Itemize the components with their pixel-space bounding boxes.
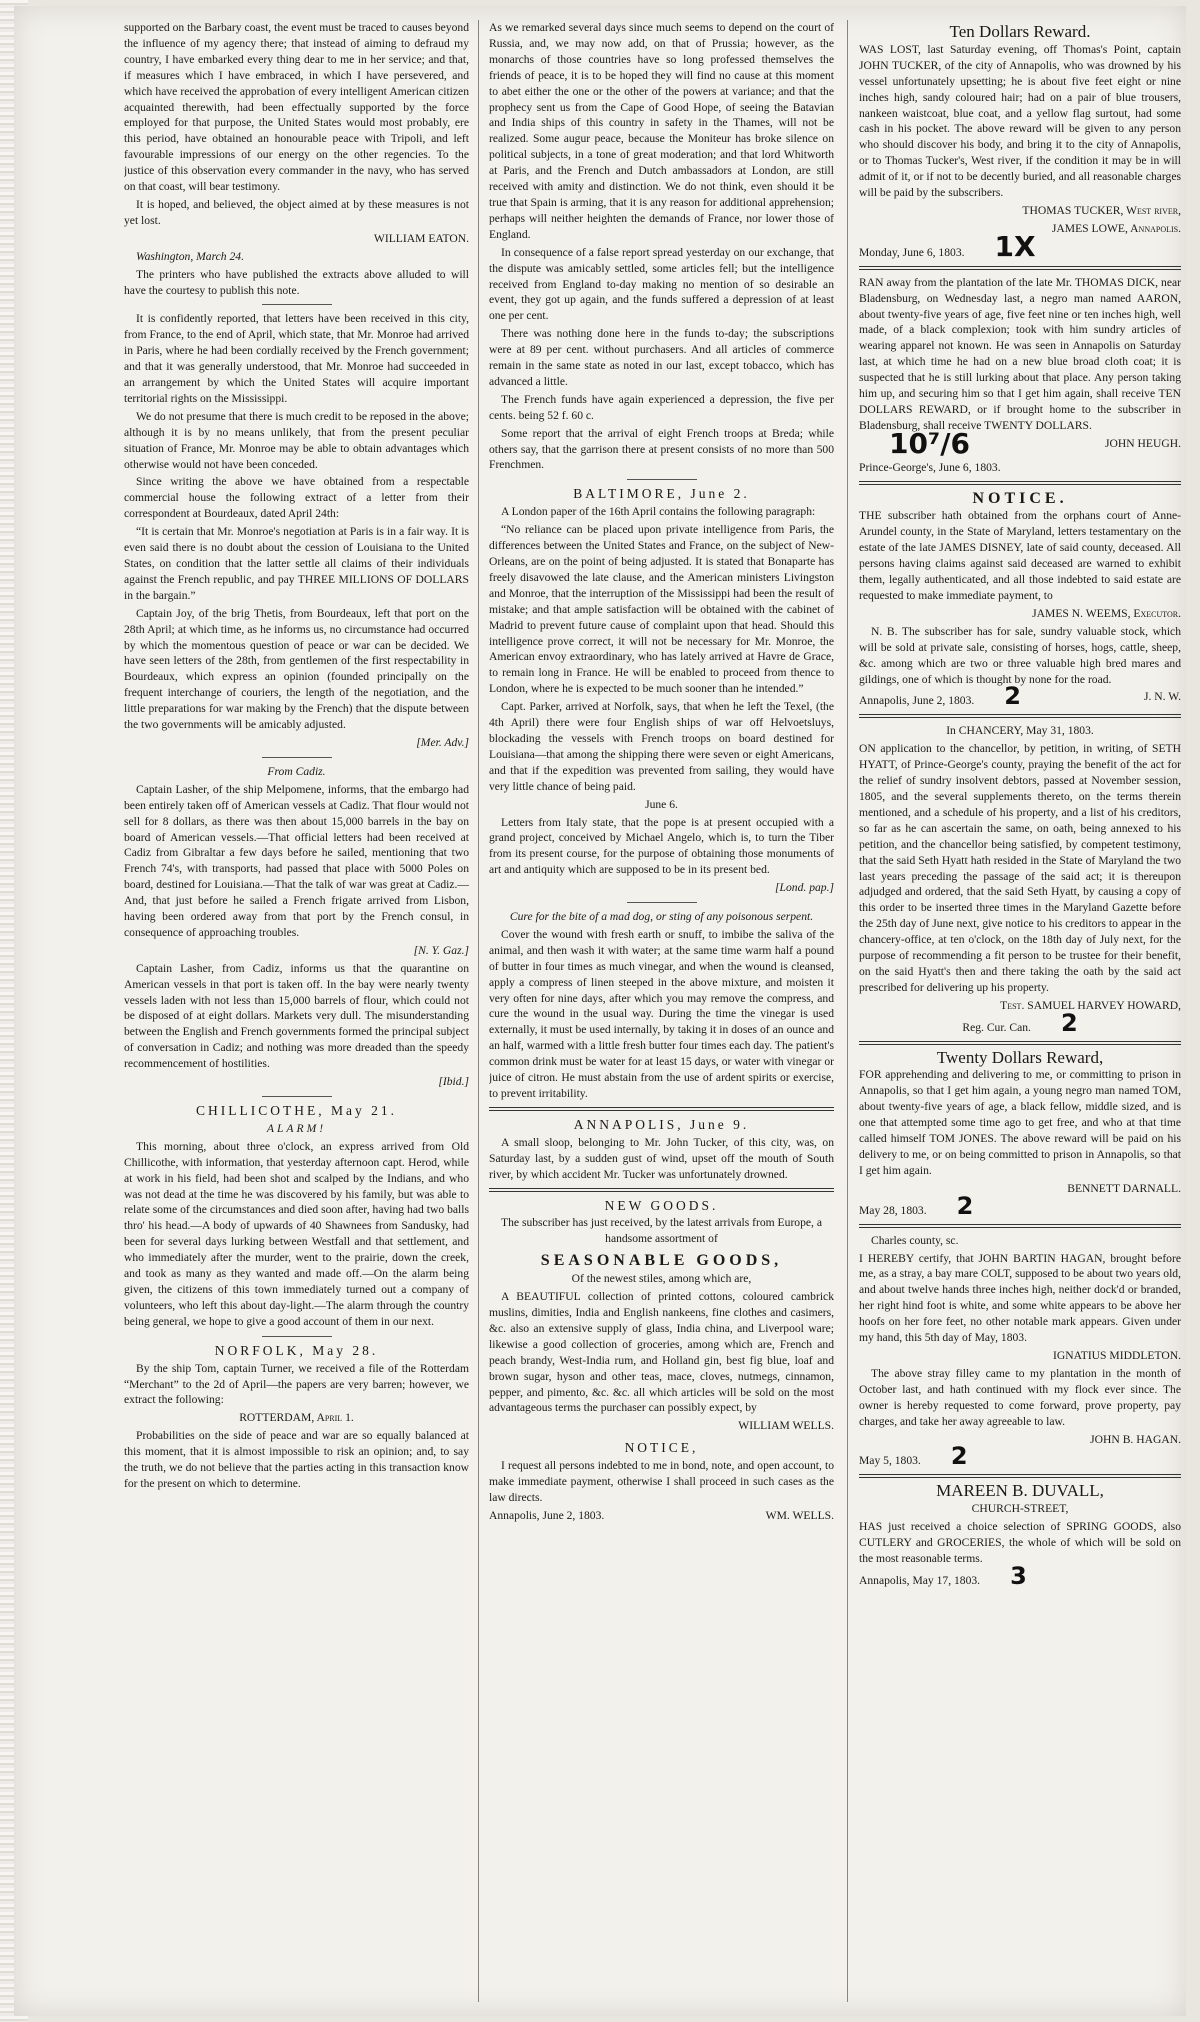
ad-ten-dollars-body: WAS LOST, last Saturday evening, off Thomas's Point, captain JOHN TUCKER, of the city of Annapolis, who was drowned by his vessel unfortunately upsetting; he is about five feet eight or nine inches high, sandy coloured hair; had on a pair of blue trousers, nankeen waistcoat, blue coat, and a yellow flag surtout, had some cash in his pocket. The above reward will be given to any person who should discover his body, and bring it to the city of Annapolis, or to Thomas Tucker's, West river, if the condition it may be in will admit of it, or if not to be decently buried, and all reasonable charges will be paid by the subscribers. — [859, 42, 1181, 200]
eaton-letter-hope: It is hoped, and believed, the object aimed at by these measures is not yet lost. — [124, 197, 469, 227]
signature-howard-title: Reg. Cur. Can. — [962, 1020, 1031, 1034]
article-cure: Cover the wound with fresh earth or snuff, to imbibe the saliva of the animal, and then wash it with water; at the same time warm half a pound of butter in four times as much vinegar, and when the wound is cleansed, apply a compress of linen steeped in the above mixture, and moisten it very often for nine days, after which you may remove the compress, and cure the wound in the usual way. During the time the vinegar is used externally, it must be used internally, by taking it in doses of an ounce and an half, warmed with a little fresh butter four times each day. The patient's common drink must be water for at least 15 days, or water with vinegar or juice of citron. He must abstain from the use of ardent spirits or exercise, to prevent irritability. — [489, 927, 834, 1100]
article-lasher-2: Captain Lasher, from Cadiz, informs us that the quarantine on American vessels in that port is taken off. In the bay were nearly twenty vessels laden with not less than 15,000 barrels of flour, which could not be disposed of at eight dollars. Markets very dull. The misunderstanding between the English and French governments formed the principal subject of conversation in Cadiz; and nothing was more dreaded than the speedy recommencement of hostilities. — [124, 961, 469, 1071]
article-london-paper: A London paper of the 16th April contains the following paragraph: — [501, 505, 816, 519]
source-ibid: [Ibid.] — [438, 1075, 469, 1089]
column-rule — [847, 20, 848, 2002]
ad-duvall-street: CHURCH-STREET, — [971, 1502, 1069, 1516]
chancery-body: ON application to the chancellor, by petition, in writing, of SETH HYATT, of Prince-George's county, praying the benefit of the act for the relief of sundry insolvent debtors, passed at November session, 1805, and the several supplements thereto, on the terms therein mentioned, and a schedule of his property, and a list of his creditors, so far as he can ascertain the same, on oath, being annexed to his petition, and the chancellor being satisfied, by competent testimony, that the said Seth Hyatt hath resided in the State of Maryland the two last years preceding the passage of the said act; it is thereupon adjudged and ordered, that the said Seth Hyatt, by causing a copy of this order to be inserted three times in the Maryland Gazette before the 25th day of June next, give notice to his creditors to appear in the chancery-office, at ten o'clock, on the 18th day of July next, for the purpose of recommending a fit person to be trustee for their benefit, on the said Hyatt's then and there taking the oath by the said act prescribed for delivering up his property. — [859, 742, 1181, 994]
divider-double — [489, 1107, 834, 1111]
article-quote: “It is certain that Mr. Monroe's negotiation at Paris is in a fair way. It is even said there is no doubt about the cession of Louisiana to the United States, on condition that the latter settle all claims of their individuals against the French republic, and pay THREE MILLIONS OF DOLLARS in the bargain.” — [124, 525, 469, 602]
divider-double — [859, 481, 1181, 485]
notice-signature: WM. WELLS. — [765, 1508, 834, 1522]
heading-chillicothe: CHILLICOTHE, May 21. — [196, 1103, 397, 1118]
column-1 — [124, 20, 469, 2002]
article-italy: Letters from Italy state, that the pope is at present occupied with a grand project, conceived by Michael Angelo, which is, to turn the Tiber from its present course, for the purpose of obtaining those monuments of art and antiquity which are supposed to be in its present bed. — [489, 815, 834, 877]
heading-from-cadiz: From Cadiz. — [267, 764, 326, 778]
article-false-report: In consequence of a false report spread yesterday on our exchange, that the dispute was amicably settled, some articles fell; but the intelligence received from England to-day making no mention of so desirable an event, they got up again, and the funds suffered a depression of at least one per cent. — [489, 245, 834, 323]
signature-howard: Test. SAMUEL HARVEY HOWARD, — [1000, 998, 1181, 1012]
divider — [262, 757, 332, 758]
heading-rotterdam: ROTTERDAM, April 1. — [239, 1411, 354, 1425]
heading-baltimore: BALTIMORE, June 2. — [573, 486, 750, 502]
goods-newest: Of the newest stiles, among which are, — [571, 1272, 752, 1286]
divider — [262, 304, 332, 305]
printers-note: The printers who have published the extracts above alluded to will have the courtesy to publish this note. — [124, 267, 469, 297]
source-mer-adv: [Mer. Adv.] — [416, 735, 469, 749]
article-monroe: It is confidently reported, that letters have been received in this city, from France, to the end of April, which state, that Mr. Monroe had arrived in Paris, where he had been cordially received by the French government; and that it was generally understood, that Mr. Monroe had succeeded in an arrangement by which the United States will acquire important territorial rights on the Mississippi. — [124, 312, 469, 405]
notice-weems-date: Annapolis, June 2, 1803. — [859, 694, 975, 708]
heading-new-goods: NEW GOODS. — [604, 1197, 719, 1213]
article-sloop: A small sloop, belonging to Mr. John Tucker, of this city, was, on Saturday last, by a sudden gust of wind, upset off the mouth of South river, by which accident Mr. Tucker was unfortunately drowned. — [489, 1135, 834, 1181]
handwritten-mark: 2 — [956, 1191, 974, 1220]
source-ny-gaz: [N. Y. Gaz.] — [413, 943, 469, 957]
goods-intro: The subscriber has just received, by the latest arrivals from Europe, a handsome assortment of — [501, 1216, 822, 1246]
article-funds: There was nothing done here in the funds to-day; the subscriptions were at 89 per cent. without purchasers. And all articles of commerce remain in the same state as noted in our last, except tobacco, which has advanced a little. — [489, 327, 834, 388]
article-since: Since writing the above we have obtained from a respectable commercial house the following extract of a letter from their correspondent at Bourdeaux, dated April 24th: — [124, 475, 469, 521]
stray-certificate: I HEREBY certify, that JOHN BARTIN HAGAN, brought before me, as a stray, a bay mare COLT, supposed to be about two years old, and about twelve hands three inches high, neither dock'd or branded, her right hind foot is white, and some white appears to be above her hoofs on her fore feet, no other notable mark appears. Given under my hand, this 5th day of May, 1803. — [859, 1251, 1181, 1345]
divider — [262, 1336, 332, 1337]
handwritten-mark: 2 — [1060, 1008, 1078, 1037]
dateline-washington: Washington, March 24. — [136, 249, 244, 263]
handwritten-mark: 2 — [950, 1442, 968, 1471]
column-rule — [478, 20, 479, 2002]
divider-double — [859, 266, 1181, 270]
ad-ten-dollars-title: Ten Dollars Reward. — [949, 22, 1091, 41]
signature-hagan: JOHN B. HAGAN. — [1090, 1432, 1181, 1446]
article-presume: We do not presume that there is much credit to be reposed in the above; although it is by no means unlikely, that from the present peculiar situation of France, Mr. Monroe may be able to obtain advantages which otherwise would not have been conceded. — [124, 409, 469, 471]
divider — [627, 902, 697, 903]
heading-alarm: ALARM! — [266, 1121, 327, 1135]
heading-seasonable-goods: SEASONABLE GOODS, — [540, 1252, 783, 1270]
ad-duvall-title: MAREEN B. DUVALL, — [936, 1481, 1104, 1501]
signature-tucker: THOMAS TUCKER, West river, — [1022, 203, 1181, 217]
ad-runaway-body: RAN away from the plantation of the late Mr. THOMAS DICK, near Bladensburg, on Wednesday last, a negro man named AARON, about twenty-five years of age, five feet nine or ten inches high, well made, of a black complexion; took with him sundry articles of wearing apparel not known. He was seen in Annapolis on Saturday last, at which time he had on a new blue broad cloth coat; it is suspected that he is still lurking about that place. Any person taking him up, and securing him so that I get him again, shall receive TEN DOLLARS REWARD, or if brought home to the subscriber in Bladensburg, shall receive TWENTY DOLLARS. — [859, 275, 1181, 432]
ad-twenty-dollars-date: May 28, 1803. — [859, 1203, 927, 1217]
heading-chancery: In CHANCERY, May 31, 1803. — [946, 724, 1094, 738]
ad-runaway-date: Prince-George's, June 6, 1803. — [859, 460, 1001, 474]
heading-annapolis: ANNAPOLIS, June 9. — [573, 1116, 750, 1132]
article-joy: Captain Joy, of the brig Thetis, from Bourdeaux, left that port on the 28th April; at which time, as he informs us, no circumstance had occurred by which the momentous question of peace or war can be decided. We have seen letters of the 28th, from gentlemen of the first respectability in Bourdeaux, which express an opinion (founded principally on the frequent interchange of couriers, the length of the negotiation, and the little preparations for war making by the French) that the dispute between the two governments will be amicably adjusted. — [124, 606, 469, 732]
signature-weems: JAMES N. WEEMS, Executor. — [1032, 606, 1181, 620]
divider-double — [859, 1041, 1181, 1045]
article-rotterdam: Probabilities on the side of peace and war are so equally balanced at this moment, that it is almost impossible to risk an opinion; and, to say the truth, we do not believe that the parties acting in this transaction know for the present on which to determine. — [124, 1429, 469, 1490]
signature-lowe: JAMES LOWE, Annapolis. — [1051, 221, 1181, 235]
article-russia: As we remarked several days since much seems to depend on the court of Russia, and, we may now add, on that of Prussia; however, as the monarchs of those countries have so long professed themselves the friends of peace, it is to be hoped they will find no cause at this moment to abet either the one or the other of the powers at variance; and that the prophecy sent us from the Cape of Good Hope, of seeing the Batavian and India ships of this country in safety in the Thames, will not be realized. Some augur peace, because the Moniteur has broke silence on political subjects, in a tone of great moderation; and that lord Whitworth at Paris, and the French and Dutch ambassadors at London, are still received with amity and distinction. We do not think, even should it be true that Spain is arming, that it is any reason for additional apprehension; perhaps will neither heighten the demands of France, nor lower those of England. — [489, 21, 834, 241]
handwritten-mark: 10⁷/6 — [889, 426, 970, 460]
notice-weems-initials: J. N. W. — [1143, 690, 1181, 704]
article-lasher: Captain Lasher, of the ship Melpomene, informs, that the embargo had been entirely taken off of American vessels at Cadiz. That flour would not sell for 8 dollars, as there was then about 15,000 barrels in the bay on board of American vessels.—That official letters had been received at Cadiz from Gibraltar a few days before he sailed, mentioning that two French 74's, with transports, had passed that place with 5000 Poles on board, destined for Louisiana.—That the talk of war was great at Cadiz.—And, that just before he sailed a French frigate arrived from Lisbon, having been ordered away from that port by the French consul, in consequence of approaching troubles. — [124, 782, 469, 939]
divider — [627, 479, 697, 480]
heading-norfolk: NORFOLK, May 28. — [214, 1342, 379, 1358]
notice-weems-body: THE subscriber hath obtained from the orphans court of Anne-Arundel county, in the State of Maryland, letters testamentary on the estate of the late JAMES DISNEY, late of said county, deceased. All persons having claims against said deceased are warned to exhibit them, legally authenticated, and all those indebted to said estate are requested to make immediate payment, to — [859, 509, 1181, 602]
stray-notice: The above stray filley came to my plantation in the month of October last, and hath continued with my flock ever since. The owner is hereby requested to come forward, prove property, pay charges, and take her away agreeable to law. — [859, 1366, 1181, 1428]
ad-ten-dollars-date: Monday, June 6, 1803. — [859, 245, 965, 259]
article-french-funds: The French funds have again experienced a depression, the five per cents. being 52 f. 60 c. — [489, 392, 834, 422]
ad-duvall-date: Annapolis, May 17, 1803. — [859, 1573, 981, 1587]
handwritten-mark: 3 — [1010, 1561, 1027, 1590]
divider-double — [859, 1224, 1181, 1228]
eaton-letter-end: supported on the Barbary coast, the event must be traced to causes beyond the influence of my agency there; that instead of aiming to defraud my country, I have embarked every thing dear to me in her service; and that, if measures which I have embraced, in which I have persevered, and which have received the approbation of every intelligent American citizen acquainted therewith, had been effectually supported by the force employed for that purpose, the United States would most probably, ere this period, have obtained an honourable peace with Tripoli, and left favourable impressions of our energy on the other regencies. To the justice of this observation every commander in the navy, who has served on that coast, will bear testimony. — [124, 21, 469, 194]
notice-wells: I request all persons indebted to me in bond, note, and open account, to make immediate payment, otherwise I shall proceed in such cases as the law directs. — [489, 1459, 834, 1504]
newspaper-page — [14, 6, 1186, 2016]
column-3 — [859, 20, 1181, 2002]
notice-weems-nb: N. B. The subscriber has for sale, sundry valuable stock, which will be sold at private sale, consisting of horses, hogs, cattle, sheep, &c. among which are two or three valuable high bred mares and gildings, one of which is thought by none for the road. — [859, 624, 1181, 686]
signature-wells: WILLIAM WELLS. — [738, 1419, 834, 1433]
source-lond-pap: [Lond. pap.] — [775, 881, 834, 895]
divider-double — [859, 714, 1181, 718]
divider-double — [489, 1188, 834, 1192]
divider-double — [859, 1474, 1181, 1478]
handwritten-mark: 2 — [1004, 682, 1021, 711]
heading-notice-wells: NOTICE, — [624, 1440, 699, 1456]
ad-twenty-dollars-title: Twenty Dollars Reward, — [936, 1047, 1104, 1067]
article-breda: Some report that the arrival of eight French troops at Breda; while others say, that the garrison there at present consists of no more than 500 Frenchmen. — [489, 426, 834, 472]
signature-eaton: WILLIAM EATON. — [373, 231, 469, 245]
handwritten-mark: 1X — [994, 229, 1036, 263]
divider — [262, 1096, 332, 1097]
stray-date: May 5, 1803. — [859, 1454, 921, 1468]
signature-darnall: BENNETT DARNALL. — [1067, 1181, 1181, 1195]
article-capt-parker: Capt. Parker, arrived at Norfolk, says, that when he left the Texel, (the 4th April) there were four English ships of war off Helvoetsluys, blockading the vessels with French troops on board destined for Louisiana—that among the shipping there were seven or eight Americans, and that if the expedition was prevented from sailing, they would have very little chance of being paid. — [489, 700, 834, 793]
article-reliance: “No reliance can be placed upon private intelligence from Paris, the differences between the United States and France, on the subject of New-Orleans, are on the point of being adjusted. It is stated that Bonaparte has freely disavowed the late clause, and the American ministers Livingston and Monroe, that the interruption of the Mississippi had been the result of mistake; and that ample satisfaction will be obtained with the cabinet of Madrid to prevent future cause of complaint upon that head. Should this intelligence prove correct, it will not be necessary for Mr. Monroe, the American envoy extraordinary, who has lately arrived at Havre de Grace, to remain long in France. He will be enabled to proceed from thence to London, where he is expected to be much sooner than he intended.” — [489, 523, 834, 696]
ad-twenty-dollars-body: FOR apprehending and delivering to me, or committing to prison in Annapolis, so that I get him again, a young negro man named TOM, about twenty-five years of age, a black fellow, middle sized, and is one that attempted some time ago to get free, and who at that time called himself TOM JONES. The above reward will be paid on his delivery to me, or on being committed to prison in Annapolis, so that I get him again. — [859, 1068, 1181, 1177]
article-norfolk: By the ship Tom, captain Turner, we received a file of the Rotterdam “Merchant” to the 2d of April—the papers are very barren; however, we extract the following: — [124, 1361, 469, 1407]
heading-notice: NOTICE. — [972, 489, 1068, 507]
ad-duvall-body: HAS just received a choice selection of SPRING GOODS, also CUTLERY and GROCERIES, the whole of which will be sold on the most reasonable terms. — [859, 1520, 1181, 1565]
column-2 — [489, 20, 834, 2002]
signature-heugh: JOHN HEUGH. — [1105, 436, 1181, 450]
notice-date: Annapolis, June 2, 1803. — [489, 1508, 605, 1522]
article-alarm: This morning, about three o'clock, an express arrived from Old Chillicothe, with information, that yesterday afternoon capt. Herod, while at work in his field, had been shot and scalped by the Indians, and who was not dead at the time he was discovered by his family, but was able to relate some of the circumstances and died soon after, having had two balls thro' his head.—A body of upwards of 40 Shawnees from Sandusky, had been for several days lurking between Westfall and that settlement, and who immediately after the murder, went to the prairie, down the creek, and took as many as they wanted and made off.—On the alarm being given, the citizens of this town immediately turned out a company of volunteers, who left this about day-light.—The alarm through the country being general, we hope to give a good account of them in our next. — [124, 1139, 469, 1328]
goods-list: A BEAUTIFUL collection of printed cottons, coloured cambrick muslins, dimities, India and English nankeens, fine clothes and casimers, &c. also an extensive supply of glass, India china, and Liverpool ware; likewise a good collection of groceries, among which are, French and peach brandy, West-India rum, and Holland gin, best fig blue, loaf and brown sugar, hyson and other teas, mace, cloves, nutmegs, cinnamon, pepper, and pimento, &c. &c. all which articles will be sold on the most advantageous terms the purchaser can possibly expect, by — [489, 1290, 834, 1415]
dateline-june-6: June 6. — [645, 797, 678, 811]
heading-cure: Cure for the bite of a mad dog, or sting of any poisonous serpent. — [509, 910, 814, 924]
charles-county: Charles county, sc. — [871, 1233, 959, 1247]
signature-middleton: IGNATIUS MIDDLETON. — [1053, 1348, 1181, 1362]
